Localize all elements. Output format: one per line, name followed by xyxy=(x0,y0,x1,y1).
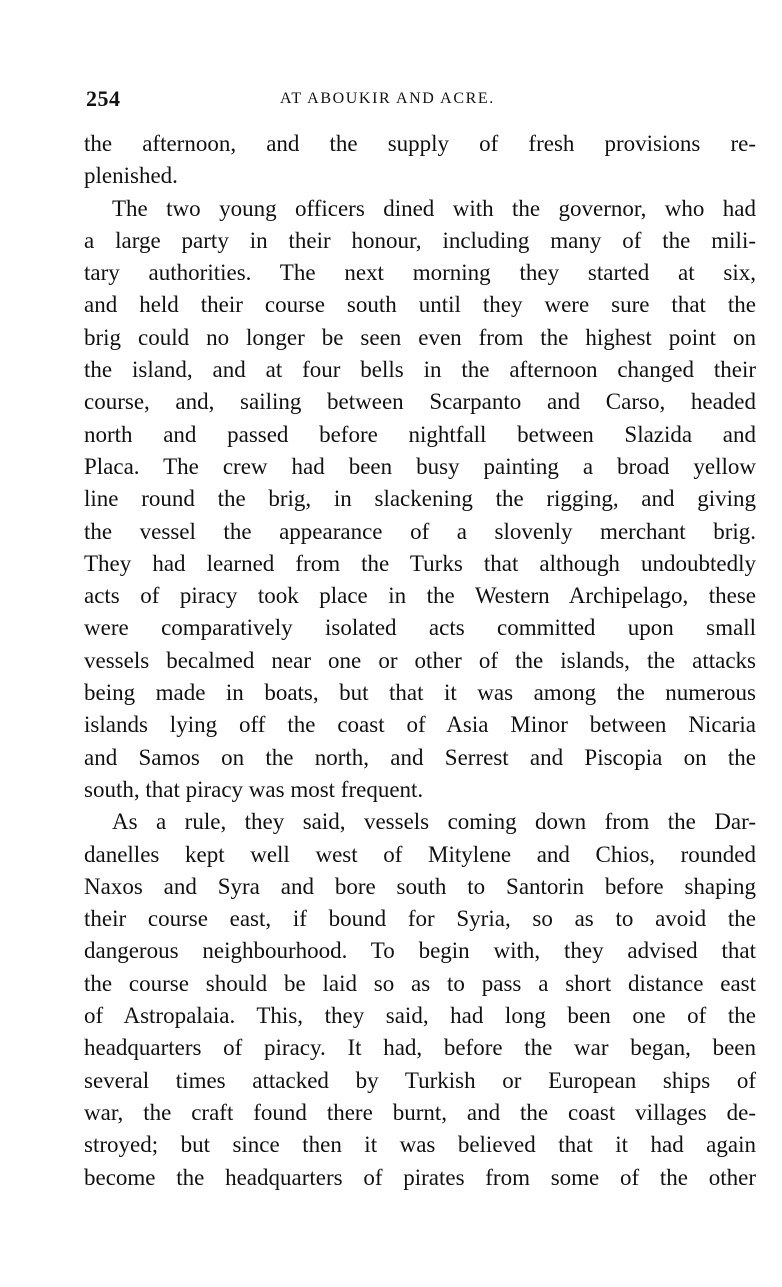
body-text xyxy=(84,128,756,1194)
text-line: They had learned from the Turks that although undoubtedly xyxy=(84,550,756,576)
text-line: the afternoon, and the supply of fresh provisions re- xyxy=(84,131,756,156)
text-line: become the headquarters of pirates from some of the other xyxy=(84,1164,756,1190)
text-line: brig could no longer be seen even from the highest point on xyxy=(84,324,756,350)
text-line: vessels becalmed near one or other of the islands, the attacks xyxy=(84,647,756,673)
text-line: and Samos on the north, and Serrest and Piscopia on the xyxy=(84,744,756,770)
text-line: As a rule, they said, vessels coming down from the Dar- xyxy=(112,809,756,835)
text-line: were comparatively isolated acts committed upon small xyxy=(84,615,756,641)
text-line: headquarters of piracy. It had, before the war began, been xyxy=(84,1035,756,1061)
text-line: war, the craft found there burnt, and the coast villages de- xyxy=(84,1099,756,1125)
text-line: north and passed before nightfall between Slazida and xyxy=(84,421,756,447)
text-line: course, and, sailing between Scarpanto and Carso, headed xyxy=(84,389,756,415)
text-line: danelles kept well west of Mitylene and Chios, rounded xyxy=(84,841,756,867)
text-line: their course east, if bound for Syria, so as to avoid the xyxy=(84,906,756,932)
text-line: tary authorities. The next morning they started at six, xyxy=(84,260,756,286)
running-title: AT ABOUKIR AND ACRE. xyxy=(280,90,495,107)
text-line: Placa. The crew had been busy painting a broad yellow xyxy=(84,453,756,479)
text-line: line round the brig, in slackening the rigging, and giving xyxy=(84,486,756,512)
text-line: acts of piracy took place in the Western Archipelago, these xyxy=(84,583,756,609)
text-line: islands lying off the coast of Asia Minor between Nicaria xyxy=(84,712,756,738)
text-line: plenished. xyxy=(84,163,178,189)
text-line: The two young officers dined with the governor, who had xyxy=(112,195,756,221)
running-head xyxy=(84,82,756,116)
text-line: and held their course south until they were sure that the xyxy=(84,292,756,318)
text-line: south, that piracy was most frequent. xyxy=(84,776,424,802)
page-number: 254 xyxy=(86,86,121,111)
text-line: stroyed; but since then it was believed that it had again xyxy=(84,1132,756,1158)
text-line: Naxos and Syra and bore south to Santorin before shaping xyxy=(84,873,756,899)
text-line: a large party in their honour, including many of the mili- xyxy=(84,227,756,253)
text-line: several times attacked by Turkish or European ships of xyxy=(84,1067,756,1093)
text-line: the vessel the appearance of a slovenly merchant brig. xyxy=(84,518,756,544)
text-line: dangerous neighbourhood. To begin with, they advised that xyxy=(84,938,756,964)
text-line: the island, and at four bells in the afternoon changed their xyxy=(84,357,756,383)
book-page xyxy=(84,82,756,1194)
text-line: of Astropalaia. This, they said, had long been one of the xyxy=(84,1003,756,1029)
text-line: the course should be laid so as to pass a short distance east xyxy=(84,970,756,996)
text-line: being made in boats, but that it was among the numerous xyxy=(84,680,756,706)
